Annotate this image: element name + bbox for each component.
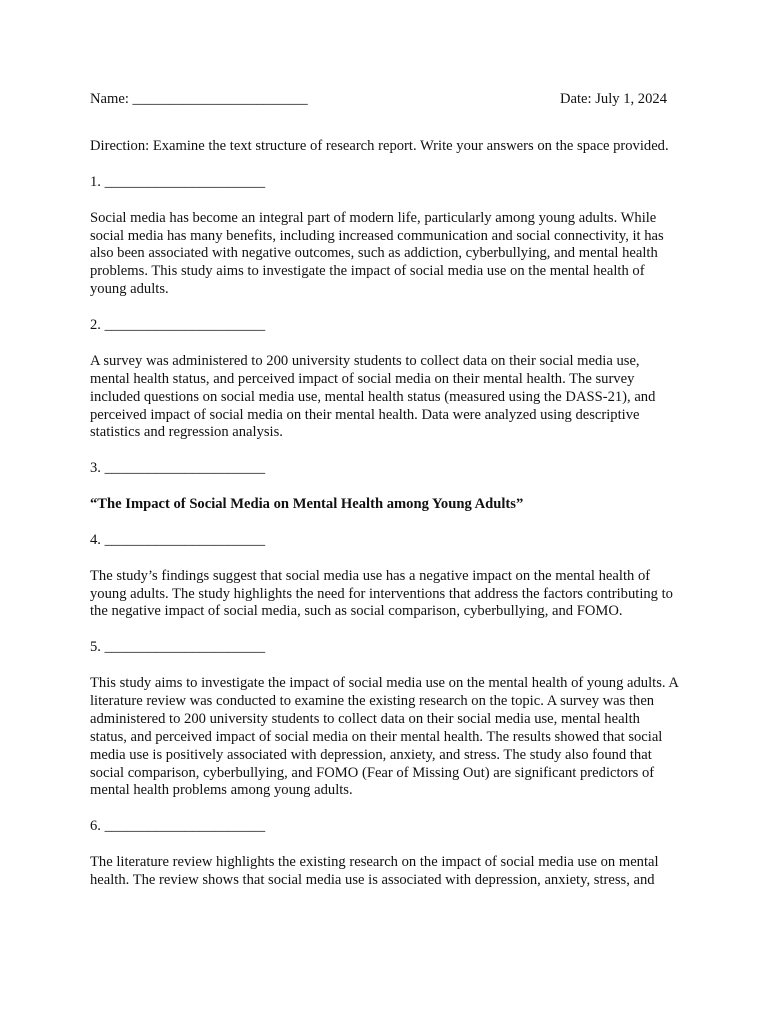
paragraph-abstract: This study aims to investigate the impact of social media use on the mental health of young adults. A literature review was conducted to examine the existing research on the topic. A survey was then administered to 200 university students to collect data on their social media use, mental health status, and perceived impact of social media on their mental health. The results showed that social media use is positively associated with depression, anxiety, and stress. The study also found that social comparison, cyberbullying, and FOMO (Fear of Missing Out) are significant predictors of mental health problems among young adults. (90, 675, 679, 799)
header-row (90, 91, 680, 109)
report-title: “The Impact of Social Media on Mental Health among Young Adults” (90, 496, 524, 513)
answer-blank-5[interactable]: 5. ______________________ (90, 639, 266, 656)
paragraph-methodology: A survey was administered to 200 university students to collect data on their social media use, mental health status, and perceived impact of social media on their mental health. The survey included questions on social media use, mental health status (measured using the DASS-21), and perceived impact of social media on their mental health. Data were analyzed using descriptive statistics and regression analysis. (90, 352, 656, 441)
paragraph-literature-review: The literature review highlights the existing research on the impact of social media use on mental health. The review shows that social media use is associated with depression, anxiety, stress, and (90, 854, 659, 888)
paragraph-conclusion: The study’s findings suggest that social media use has a negative impact on the mental health of young adults. The study highlights the need for interventions that address the factors contributing to the negative impact of social media, such as social comparison, cyberbullying, and FOMO. (90, 567, 673, 620)
direction-text: Direction: Examine the text structure of research report. Write your answers on the space provided. (90, 138, 669, 154)
paragraph-introduction: Social media has become an integral part of modern life, particularly among young adults. While social media has many benefits, including increased communication and social connectivity, it has also been associated with negative outcomes, such as addiction, cyberbullying, and mental health problems. This study aims to investigate the impact of social media use on the mental health of young adults. (90, 209, 664, 298)
answer-blank-1[interactable]: 1. ______________________ (90, 173, 266, 190)
answer-blank-6[interactable]: 6. ______________________ (90, 818, 266, 835)
answer-blank-3[interactable]: 3. ______________________ (90, 460, 266, 477)
answer-blank-4[interactable]: 4. ______________________ (90, 531, 266, 548)
date-field: Date: July 1, 2024 (559, 91, 667, 107)
worksheet-page (90, 91, 680, 890)
answer-blank-2[interactable]: 2. ______________________ (90, 317, 266, 334)
name-field[interactable]: Name: ________________________ (90, 91, 308, 107)
